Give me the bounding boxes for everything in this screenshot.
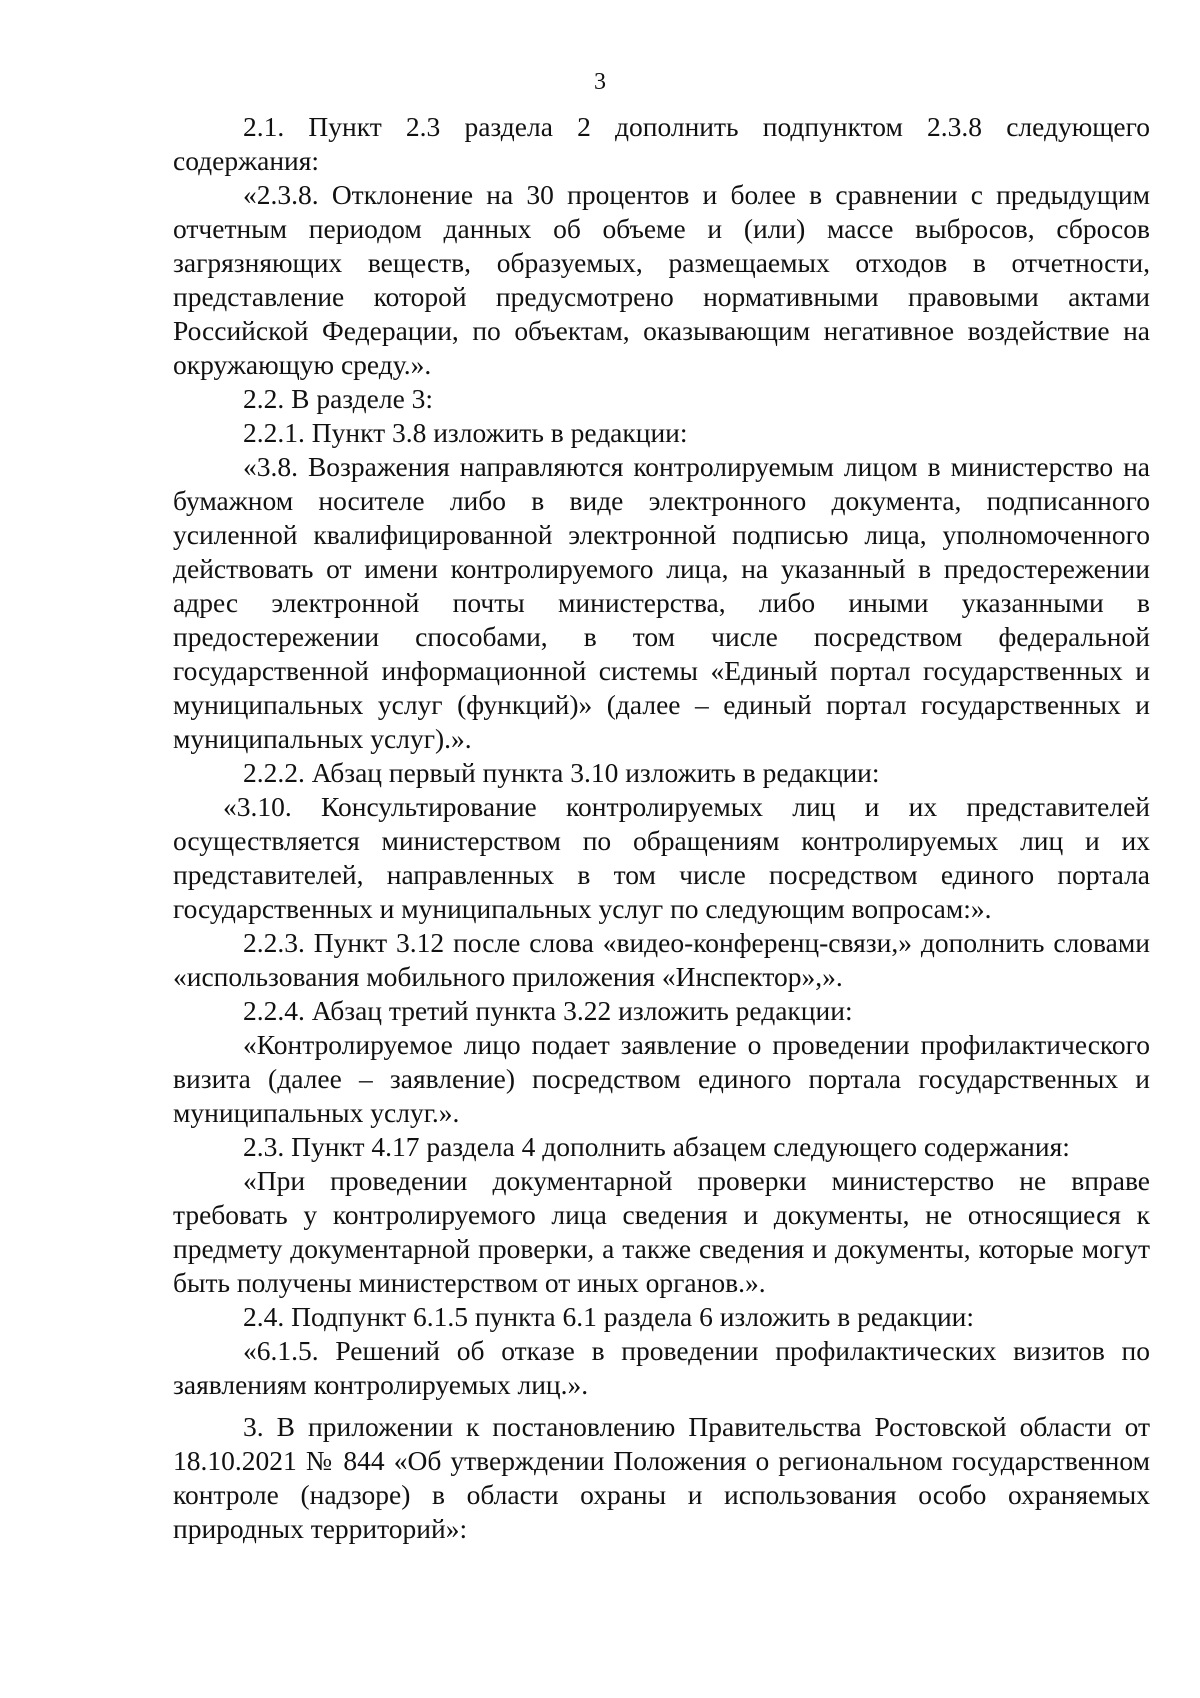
paragraph-2-2-4: 2.2.4. Абзац третий пункта 3.22 изложить редакции: xyxy=(243,995,853,1026)
paragraph-2-4: 2.4. Подпункт 6.1.5 пункта 6.1 раздела 6 изложить в редакции: xyxy=(243,1301,975,1332)
paragraph-3-8-text: «3.8. Возражения направляются контролируемым лицом в министерство на бумажном носителе либо в виде электронного документа, подписанного усиленной квалифицированной электронной подписью лица, уполномоченного действовать от имени контролируемого лица, на указанный в предостережении адрес электронной почты министерства, либо иными указанными в предостережении способами, в том числе посредством федеральной государственной информационной системы «Единый портал государственных и муниципальных услуг (функций)» (далее – единый портал государственных и муниципальных услуг).». xyxy=(173,451,1150,754)
paragraph-3: 3. В приложении к постановлению Правительства Ростовской области от 18.10.2021 № 844 «Об утверждении Положения о региональном государственном контроле (надзоре) в области охраны и использования особо охраняемых природных территорий»: xyxy=(173,1411,1150,1544)
paragraph-2-2-2: 2.2.2. Абзац первый пункта 3.10 изложить в редакции: xyxy=(243,757,880,788)
paragraph-2-2-1: 2.2.1. Пункт 3.8 изложить в редакции: xyxy=(243,417,688,448)
paragraph-2-3: 2.3. Пункт 4.17 раздела 4 дополнить абзацем следующего содержания: xyxy=(243,1131,1070,1162)
paragraph-2-2-3: 2.2.3. Пункт 3.12 после слова «видео-конференц-связи,» дополнить словами «использования мобильного приложения «Инспектор»,». xyxy=(173,927,1150,992)
paragraph-3-10-text: «3.10. Консультирование контролируемых лиц и их представителей осуществляется министерством по обращениям контролируемых лиц и их представителей, направленных в том числе посредством единого портала государственных и муниципальных услуг по следующим вопросам:». xyxy=(173,791,1150,924)
page-number: 3 xyxy=(594,69,606,95)
paragraph-2-1: 2.1. Пункт 2.3 раздела 2 дополнить подпунктом 2.3.8 следующего содержания: xyxy=(173,111,1150,176)
paragraph-4-17-text: «При проведении документарной проверки министерство не вправе требовать у контролируемого лица сведения и документы, не относящиеся к предмету документарной проверки, а также сведения и документы, которые могут быть получены министерством от иных органов.». xyxy=(173,1165,1150,1298)
paragraph-6-1-5-text: «6.1.5. Решений об отказе в проведении профилактических визитов по заявлениям контролируемых лиц.». xyxy=(173,1335,1150,1400)
paragraph-3-22-text: «Контролируемое лицо подает заявление о проведении профилактического визита (далее – заявление) посредством единого портала государственных и муниципальных услуг.». xyxy=(173,1029,1150,1128)
paragraph-2-3-8-text: «2.3.8. Отклонение на 30 процентов и более в сравнении с предыдущим отчетным периодом данных об объеме и (или) массе выбросов, сбросов загрязняющих веществ, образуемых, размещаемых отходов в отчетности, представление которой предусмотрено нормативными правовыми актами Российской Федерации, по объектам, оказывающим негативное воздействие на окружающую среду.». xyxy=(173,179,1150,380)
paragraph-2-2: 2.2. В разделе 3: xyxy=(243,383,434,414)
document-body xyxy=(173,110,1150,1546)
